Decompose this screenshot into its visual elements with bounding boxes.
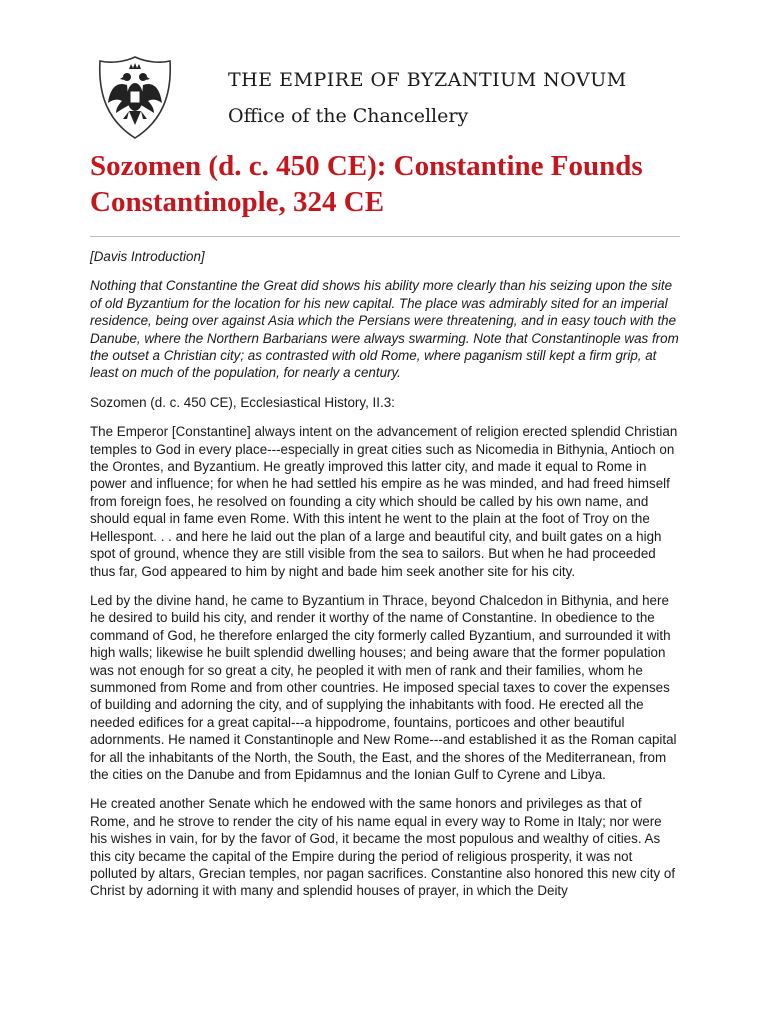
source-citation: Sozomen (d. c. 450 CE), Ecclesiastical History, II.3: (90, 394, 395, 410)
letterhead (96, 55, 696, 140)
organization-name: THE EMPIRE OF BYZANTIUM NOVUM (228, 69, 627, 91)
intro-label: [Davis Introduction] (90, 249, 205, 264)
title-divider (90, 236, 680, 237)
document-body (90, 248, 682, 912)
document-title: Sozomen (d. c. 450 CE): Constantine Founds Constantinople, 324 CE (90, 150, 643, 218)
body-paragraph: He created another Senate which he endowed with the same honors and privileges as that of Rome, and he strove to render the city of his name equal in every way to Rome in Italy; nor were his wishes in vain, for by the favor of God, it became the most populous and wealthy of cities. As this city became the capital of the Empire during the period of religious prosperity, it was not polluted by altars, Grecian temples, nor pagan sacrifices. Constantine also honored this new city of Christ by adorning it with many and splendid houses of prayer, in which the Deity (90, 796, 676, 899)
double-headed-eagle-crest-icon (96, 55, 174, 140)
body-paragraph: Led by the divine hand, he came to Byzantium in Thrace, beyond Chalcedon in Bithynia, and here he desired to build his city, and render it worthy of the name of Constantine. In obedience to the command of God, he therefore enlarged the city formerly called Byzantium, and surrounded it with high walls; likewise he built splendid dwelling houses; and being aware that the former population was not enough for so great a city, he peopled it with men of rank and their families, whom he summoned from Rome and from other countries. He imposed special taxes to cover the expenses of building and adorning the city, and of supplying the inhabitants with food. He erected all the needed edifices for a great capital---a hippodrome, fountains, porticoes and other beautiful adornments. He named it Constantinople and New Rome---and established it as the Roman capital for all the inhabitants of the North, the South, the East, and the shores of the Mediterranean, from the cities on the Danube and from Epidamnus and the Ionian Gulf to Cyrene and Libya. (90, 592, 677, 782)
body-paragraph: The Emperor [Constantine] always intent on the advancement of religion erected splendid Christian temples to God in every place---especially in great cities such as Nicomedia in Bithynia, Antioch on the Orontes, and Byzantium. He greatly improved this latter city, and made it equal to Rome in power and influence; for when he had settled his empire as he was minded, and had freed himself from foreign foes, he resolved on founding a city which should be called by his own name, and should equal in fame even Rome. With this intent he went to the plain at the foot of Troy on the Hellespont. . . and here he laid out the plan of a large and beautiful city, and built gates on a high spot of ground, whence they are still visible from the sea to sailors. But when he had proceeded thus far, God appeared to him by night and bade him seek another site for his city. (90, 424, 678, 579)
office-name: Office of the Chancellery (228, 105, 469, 127)
intro-paragraph: Nothing that Constantine the Great did shows his ability more clearly than his seizing upon the site of old Byzantium for the location for his new capital. The place was admirably sited for an imperial residence, being over against Asia which the Persians were threatening, and in easy touch with the Danube, where the Northern Barbarians were always swarming. Note that Constantinople was from the outset a Christian city; as contrasted with old Rome, where paganism still kept a firm grip, at least on much of the population, for nearly a century. (90, 278, 679, 381)
